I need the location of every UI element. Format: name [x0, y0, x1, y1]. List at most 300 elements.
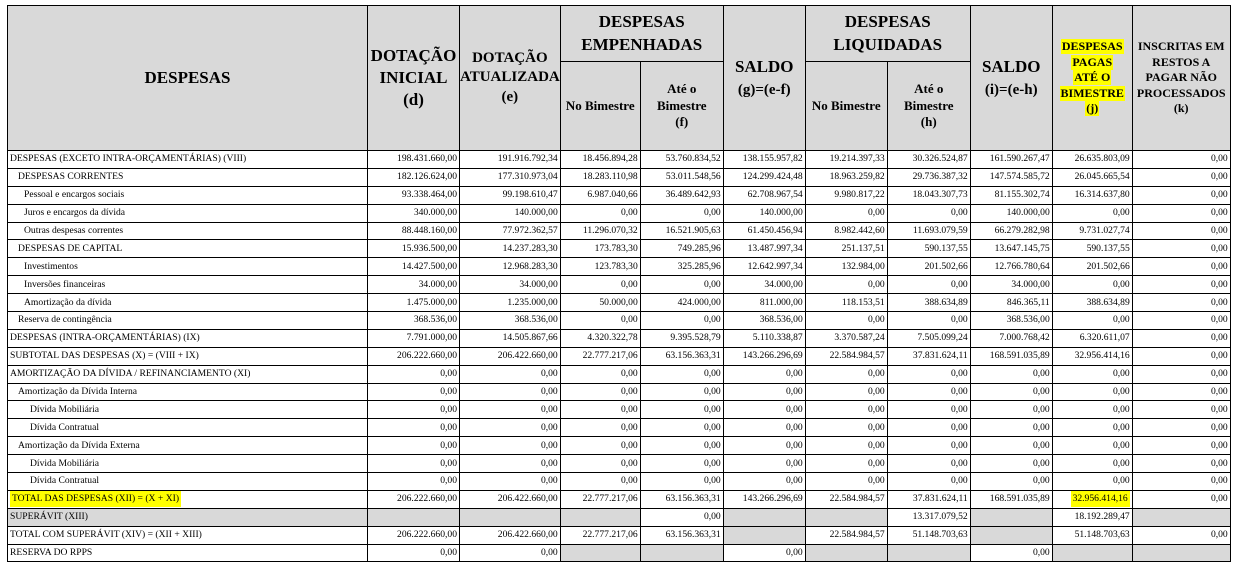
cell-liq-ate-bimestre	[887, 401, 970, 419]
cell-saldo-i	[970, 383, 1052, 401]
cell-value: 99.198.610,47	[502, 189, 558, 201]
rreo-despesas-table	[7, 5, 1231, 562]
cell-value: 0,00	[440, 439, 457, 451]
row-label	[8, 258, 368, 276]
table-row	[8, 240, 1231, 258]
cell-saldo-i	[970, 276, 1052, 294]
cell-value: 0,00	[540, 457, 558, 469]
cell-liq-no-bimestre	[805, 329, 887, 347]
cell-dotacao-inicial	[368, 312, 460, 330]
cell-value: 0,00	[703, 278, 721, 290]
row-label-text: Investimentos	[24, 260, 78, 272]
cell-dotacao-inicial	[368, 508, 460, 526]
cell-inscritas-rp	[1132, 490, 1230, 508]
cell-value: 206.222.660,00	[397, 493, 457, 505]
cell-value: 368.536,00	[514, 314, 558, 326]
cell-dotacao-atualizada	[460, 347, 561, 365]
cell-liq-ate-bimestre	[887, 168, 970, 186]
cell-dotacao-atualizada	[460, 526, 561, 544]
cell-saldo-g	[723, 473, 805, 491]
cell-liq-no-bimestre	[805, 473, 887, 491]
cell-emp-no-bimestre	[560, 186, 640, 204]
cell-value: 53.011.548,56	[665, 171, 721, 183]
row-label-text: DESPESAS DE CAPITAL	[18, 242, 123, 254]
cell-value: 0,00	[785, 421, 803, 433]
cell-value: 0,00	[785, 386, 803, 398]
cell-value: 0,00	[1112, 368, 1130, 380]
table-row	[8, 222, 1231, 240]
cell-value: 51.148.703,63	[912, 529, 968, 541]
cell-value: 63.156.363,31	[665, 350, 721, 362]
cell-liq-no-bimestre	[805, 419, 887, 437]
cell-saldo-g	[723, 240, 805, 258]
cell-value: 0,00	[867, 368, 885, 380]
cell-value: 0,00	[440, 403, 457, 415]
table-row	[8, 294, 1231, 312]
cell-value: 0,00	[703, 314, 721, 326]
cell-saldo-i	[970, 204, 1052, 222]
cell-dotacao-inicial	[368, 186, 460, 204]
cell-pagas	[1052, 258, 1132, 276]
cell-value: 37.831.624,11	[912, 350, 968, 362]
cell-liq-ate-bimestre	[887, 490, 970, 508]
cell-value: 53.760.834,52	[665, 153, 721, 165]
cell-value: 0,00	[1032, 457, 1050, 469]
cell-dotacao-inicial	[368, 204, 460, 222]
row-label	[8, 294, 368, 312]
row-label-text: Amortização da Dívida Interna	[18, 386, 138, 398]
cell-value: 0,00	[1032, 403, 1050, 415]
cell-value: 206.422.660,00	[497, 350, 558, 362]
cell-liq-ate-bimestre	[887, 204, 970, 222]
cell-saldo-g	[723, 419, 805, 437]
cell-value: 12.766.780,64	[994, 260, 1050, 272]
cell-value: 590.137,55	[1086, 242, 1130, 254]
cell-value: 140.000,00	[759, 207, 803, 219]
row-label-text: Amortização da dívida	[24, 296, 112, 308]
cell-value: 34.000,00	[1011, 278, 1050, 290]
cell-value: 0,00	[440, 421, 457, 433]
cell-pagas	[1052, 526, 1132, 544]
cell-dotacao-atualizada	[460, 204, 561, 222]
row-label-text: TOTAL COM SUPERÁVIT (XIV) = (XII + XIII)	[10, 529, 202, 541]
row-label-text: Juros e encargos da dívida	[24, 207, 126, 219]
cell-value: 368.536,00	[1006, 314, 1050, 326]
table-row	[8, 383, 1231, 401]
cell-value: 18.043.307,73	[912, 189, 968, 201]
cell-value: 206.222.660,00	[397, 350, 457, 362]
cell-value: 0,00	[703, 368, 721, 380]
cell-value: 0,00	[620, 386, 638, 398]
cell-emp-no-bimestre	[560, 347, 640, 365]
cell-pagas	[1052, 294, 1132, 312]
header-saldo-g: SALDO (g)=(e-f)	[723, 6, 805, 151]
cell-value: 9.395.528,79	[670, 332, 721, 344]
cell-value: 5.110.338,87	[752, 332, 803, 344]
cell-dotacao-inicial	[368, 294, 460, 312]
cell-value: 32.956.414,16	[1071, 491, 1130, 507]
cell-value: 0,00	[867, 421, 885, 433]
cell-inscritas-rp	[1132, 204, 1230, 222]
cell-value: 16.521.905,63	[665, 225, 721, 236]
cell-saldo-i	[970, 347, 1052, 365]
cell-value: 9.731.027,74	[1079, 225, 1130, 236]
cell-value: 0,00	[1210, 242, 1228, 254]
cell-inscritas-rp	[1132, 258, 1230, 276]
cell-value: 0,00	[1210, 457, 1228, 469]
cell-value: 12.968.283,30	[502, 260, 558, 272]
cell-value: 22.777.217,06	[582, 350, 638, 362]
row-label	[8, 455, 368, 473]
cell-pagas	[1052, 437, 1132, 455]
cell-value: 177.310.973,04	[497, 171, 558, 183]
cell-dotacao-inicial	[368, 347, 460, 365]
cell-liq-no-bimestre	[805, 383, 887, 401]
row-label	[8, 240, 368, 258]
cell-saldo-g	[723, 490, 805, 508]
row-label	[8, 437, 368, 455]
cell-emp-ate-bimestre	[640, 151, 723, 169]
cell-emp-ate-bimestre	[640, 329, 723, 347]
cell-value: 66.279.282,98	[994, 225, 1050, 236]
cell-inscritas-rp	[1132, 419, 1230, 437]
cell-saldo-i	[970, 258, 1052, 276]
cell-emp-no-bimestre	[560, 294, 640, 312]
cell-value: 0,00	[1112, 439, 1130, 451]
cell-emp-no-bimestre	[560, 401, 640, 419]
cell-value: 88.448.160,00	[401, 225, 457, 236]
cell-dotacao-inicial	[368, 240, 460, 258]
cell-value: 0,00	[620, 421, 638, 433]
row-label	[8, 276, 368, 294]
cell-value: 7.000.768,42	[999, 332, 1050, 344]
cell-liq-ate-bimestre	[887, 258, 970, 276]
cell-dotacao-atualizada	[460, 455, 561, 473]
cell-saldo-i	[970, 508, 1052, 526]
cell-value: 51.148.703,63	[1074, 529, 1130, 541]
cell-emp-no-bimestre	[560, 544, 640, 562]
cell-value: 424.000,00	[677, 296, 721, 308]
cell-emp-no-bimestre	[560, 168, 640, 186]
cell-value: 206.222.660,00	[397, 529, 457, 541]
cell-saldo-i	[970, 312, 1052, 330]
cell-value: 50.000,00	[599, 296, 638, 308]
cell-value: 124.299.424,48	[742, 171, 803, 183]
header-despesas: DESPESAS	[8, 6, 368, 151]
cell-pagas	[1052, 204, 1132, 222]
cell-value: 13.487.997,34	[747, 242, 803, 254]
cell-inscritas-rp	[1132, 168, 1230, 186]
cell-liq-ate-bimestre	[887, 312, 970, 330]
cell-value: 0,00	[867, 457, 885, 469]
cell-inscritas-rp	[1132, 276, 1230, 294]
cell-value: 0,00	[1210, 421, 1228, 433]
cell-emp-ate-bimestre	[640, 508, 723, 526]
cell-value: 0,00	[1112, 278, 1130, 290]
table-row	[8, 419, 1231, 437]
cell-value: 0,00	[950, 403, 968, 415]
table-row	[8, 204, 1231, 222]
cell-value: 140.000,00	[514, 207, 558, 219]
cell-pagas	[1052, 276, 1132, 294]
cell-dotacao-inicial	[368, 419, 460, 437]
header-inscritas-restos-a-pagar: INSCRITAS EM RESTOS A PAGAR NÃO PROCESSADOS (k)	[1132, 6, 1230, 151]
cell-value: 0,00	[620, 475, 638, 487]
cell-emp-ate-bimestre	[640, 526, 723, 544]
cell-value: 26.635.803,09	[1074, 153, 1130, 165]
cell-dotacao-inicial	[368, 329, 460, 347]
cell-saldo-i	[970, 490, 1052, 508]
table-row	[8, 473, 1231, 491]
cell-liq-no-bimestre	[805, 240, 887, 258]
cell-saldo-g	[723, 383, 805, 401]
cell-value: 388.634,89	[1086, 296, 1130, 308]
cell-emp-no-bimestre	[560, 473, 640, 491]
cell-value: 0,00	[440, 368, 457, 380]
cell-pagas	[1052, 544, 1132, 562]
cell-value: 0,00	[1210, 475, 1228, 487]
cell-saldo-i	[970, 151, 1052, 169]
cell-value: 1.235.000,00	[507, 296, 558, 308]
cell-value: 0,00	[867, 403, 885, 415]
cell-pagas	[1052, 401, 1132, 419]
cell-inscritas-rp	[1132, 347, 1230, 365]
cell-inscritas-rp	[1132, 312, 1230, 330]
cell-liq-ate-bimestre	[887, 329, 970, 347]
cell-saldo-g	[723, 437, 805, 455]
cell-emp-no-bimestre	[560, 419, 640, 437]
cell-emp-ate-bimestre	[640, 347, 723, 365]
cell-value: 118.153,51	[841, 296, 885, 308]
cell-liq-no-bimestre	[805, 365, 887, 383]
cell-value: 77.972.362,57	[502, 225, 558, 236]
cell-emp-ate-bimestre	[640, 490, 723, 508]
cell-pagas	[1052, 240, 1132, 258]
cell-value: 14.427.500,00	[401, 260, 457, 272]
cell-value: 0,00	[1112, 457, 1130, 469]
cell-saldo-i	[970, 544, 1052, 562]
table-row	[8, 437, 1231, 455]
cell-dotacao-atualizada	[460, 329, 561, 347]
cell-inscritas-rp	[1132, 240, 1230, 258]
cell-emp-no-bimestre	[560, 455, 640, 473]
cell-emp-ate-bimestre	[640, 419, 723, 437]
row-label	[8, 329, 368, 347]
cell-saldo-i	[970, 168, 1052, 186]
cell-value: 7.505.099,24	[917, 332, 968, 344]
cell-emp-no-bimestre	[560, 508, 640, 526]
cell-value: 11.693.079,59	[912, 225, 968, 236]
cell-pagas	[1052, 365, 1132, 383]
cell-saldo-g	[723, 329, 805, 347]
cell-liq-ate-bimestre	[887, 455, 970, 473]
row-label-text: Dívida Contratual	[30, 421, 100, 433]
cell-saldo-i	[970, 526, 1052, 544]
cell-liq-no-bimestre	[805, 222, 887, 240]
cell-liq-ate-bimestre	[887, 544, 970, 562]
cell-liq-no-bimestre	[805, 294, 887, 312]
cell-liq-ate-bimestre	[887, 437, 970, 455]
cell-value: 0,00	[440, 475, 457, 487]
row-label	[8, 222, 368, 240]
cell-liq-ate-bimestre	[887, 419, 970, 437]
cell-emp-no-bimestre	[560, 312, 640, 330]
cell-dotacao-inicial	[368, 151, 460, 169]
cell-dotacao-atualizada	[460, 508, 561, 526]
cell-value: 0,00	[440, 386, 457, 398]
cell-value: 0,00	[703, 207, 721, 219]
cell-saldo-i	[970, 365, 1052, 383]
row-label-text: Dívida Contratual	[30, 475, 100, 487]
cell-value: 0,00	[620, 368, 638, 380]
cell-liq-no-bimestre	[805, 151, 887, 169]
cell-dotacao-atualizada	[460, 168, 561, 186]
cell-emp-ate-bimestre	[640, 473, 723, 491]
cell-value: 0,00	[540, 368, 558, 380]
cell-value: 7.791.000,00	[406, 332, 457, 344]
cell-value: 14.237.283,30	[502, 242, 558, 254]
cell-emp-ate-bimestre	[640, 437, 723, 455]
cell-value: 0,00	[1210, 207, 1228, 219]
cell-value: 198.431.660,00	[397, 153, 457, 165]
cell-value: 0,00	[950, 421, 968, 433]
cell-value: 0,00	[785, 547, 803, 559]
cell-value: 0,00	[1210, 314, 1228, 326]
cell-inscritas-rp	[1132, 437, 1230, 455]
cell-value: 132.984,00	[841, 260, 885, 272]
cell-value: 201.502,66	[1086, 260, 1130, 272]
cell-value: 32.956.414,16	[1074, 350, 1130, 362]
cell-saldo-g	[723, 401, 805, 419]
cell-liq-ate-bimestre	[887, 508, 970, 526]
cell-liq-no-bimestre	[805, 258, 887, 276]
cell-emp-ate-bimestre	[640, 186, 723, 204]
cell-value: 0,00	[703, 475, 721, 487]
header-emp-ate-bimestre: Até o Bimestre (f)	[640, 62, 723, 151]
cell-value: 143.266.296,69	[742, 493, 803, 505]
cell-value: 0,00	[1210, 278, 1228, 290]
cell-liq-ate-bimestre	[887, 347, 970, 365]
cell-dotacao-atualizada	[460, 240, 561, 258]
cell-emp-no-bimestre	[560, 365, 640, 383]
cell-value: 749.285,96	[677, 242, 721, 254]
cell-saldo-g	[723, 276, 805, 294]
cell-value: 206.422.660,00	[497, 493, 558, 505]
cell-pagas	[1052, 186, 1132, 204]
cell-value: 0,00	[785, 439, 803, 451]
cell-value: 0,00	[1210, 493, 1228, 505]
cell-value: 15.936.500,00	[401, 242, 457, 254]
row-label	[8, 490, 368, 508]
header-emp-no-bimestre: No Bimestre	[560, 62, 640, 151]
cell-value: 0,00	[950, 314, 968, 326]
cell-saldo-g	[723, 186, 805, 204]
cell-value: 0,00	[703, 421, 721, 433]
cell-saldo-i	[970, 455, 1052, 473]
cell-value: 0,00	[540, 403, 558, 415]
cell-value: 36.489.642,93	[665, 189, 721, 201]
cell-emp-ate-bimestre	[640, 204, 723, 222]
cell-value: 0,00	[785, 368, 803, 380]
cell-emp-no-bimestre	[560, 204, 640, 222]
cell-value: 63.156.363,31	[665, 493, 721, 505]
row-label-text: TOTAL DAS DESPESAS (XII) = (X + XI)	[10, 491, 181, 507]
cell-value: 22.777.217,06	[582, 529, 638, 541]
row-label-text: DESPESAS CORRENTES	[18, 171, 124, 183]
cell-value: 590.137,55	[924, 242, 968, 254]
cell-value: 0,00	[1210, 350, 1228, 362]
cell-value: 0,00	[440, 547, 457, 559]
header-liq-ate-bimestre: Até o Bimestre (h)	[887, 62, 970, 151]
cell-value: 0,00	[1210, 529, 1228, 541]
cell-emp-ate-bimestre	[640, 258, 723, 276]
row-label-text: Dívida Mobiliária	[30, 403, 100, 415]
cell-value: 0,00	[540, 439, 558, 451]
cell-emp-no-bimestre	[560, 383, 640, 401]
cell-inscritas-rp	[1132, 473, 1230, 491]
row-label-text: DESPESAS (INTRA-ORÇAMENTÁRIAS) (IX)	[10, 332, 200, 344]
cell-liq-ate-bimestre	[887, 186, 970, 204]
cell-liq-no-bimestre	[805, 401, 887, 419]
cell-emp-ate-bimestre	[640, 312, 723, 330]
cell-saldo-g	[723, 365, 805, 383]
cell-value: 0,00	[1210, 403, 1228, 415]
cell-value: 206.422.660,00	[497, 529, 558, 541]
cell-value: 0,00	[1210, 332, 1228, 344]
cell-inscritas-rp	[1132, 401, 1230, 419]
cell-value: 0,00	[1210, 260, 1228, 272]
cell-value: 0,00	[1112, 386, 1130, 398]
table-row	[8, 508, 1231, 526]
cell-emp-no-bimestre	[560, 329, 640, 347]
cell-liq-no-bimestre	[805, 508, 887, 526]
cell-dotacao-inicial	[368, 383, 460, 401]
row-label	[8, 508, 368, 526]
row-label-text: SUBTOTAL DAS DESPESAS (X) = (VIII + IX)	[10, 350, 199, 362]
cell-value: 0,00	[1032, 547, 1050, 559]
cell-value: 147.574.585,72	[989, 171, 1050, 183]
cell-saldo-i	[970, 329, 1052, 347]
row-label	[8, 312, 368, 330]
cell-emp-ate-bimestre	[640, 455, 723, 473]
cell-value: 13.317.079,52	[912, 511, 968, 523]
table-row	[8, 347, 1231, 365]
cell-dotacao-atualizada	[460, 222, 561, 240]
cell-emp-ate-bimestre	[640, 401, 723, 419]
table-row	[8, 401, 1231, 419]
cell-emp-ate-bimestre	[640, 383, 723, 401]
cell-dotacao-atualizada	[460, 437, 561, 455]
cell-value: 0,00	[703, 386, 721, 398]
header-despesas-empenhadas: DESPESAS EMPENHADAS	[560, 6, 723, 62]
cell-value: 30.326.524,87	[912, 153, 968, 165]
cell-value: 0,00	[1112, 475, 1130, 487]
cell-value: 0,00	[620, 278, 638, 290]
cell-inscritas-rp	[1132, 508, 1230, 526]
cell-dotacao-inicial	[368, 437, 460, 455]
row-label	[8, 347, 368, 365]
row-label-text: AMORTIZAÇÃO DA DÍVIDA / REFINANCIAMENTO (XI)	[10, 368, 251, 380]
cell-value: 18.456.894,28	[582, 153, 638, 165]
cell-value: 182.126.624,00	[397, 171, 457, 183]
cell-emp-no-bimestre	[560, 437, 640, 455]
row-label-text: Pessoal e encargos sociais	[24, 189, 125, 201]
cell-emp-ate-bimestre	[640, 294, 723, 312]
cell-value: 29.736.387,32	[912, 171, 968, 183]
cell-value: 13.647.145,75	[994, 242, 1050, 254]
cell-value: 34.000,00	[519, 278, 558, 290]
cell-emp-ate-bimestre	[640, 276, 723, 294]
